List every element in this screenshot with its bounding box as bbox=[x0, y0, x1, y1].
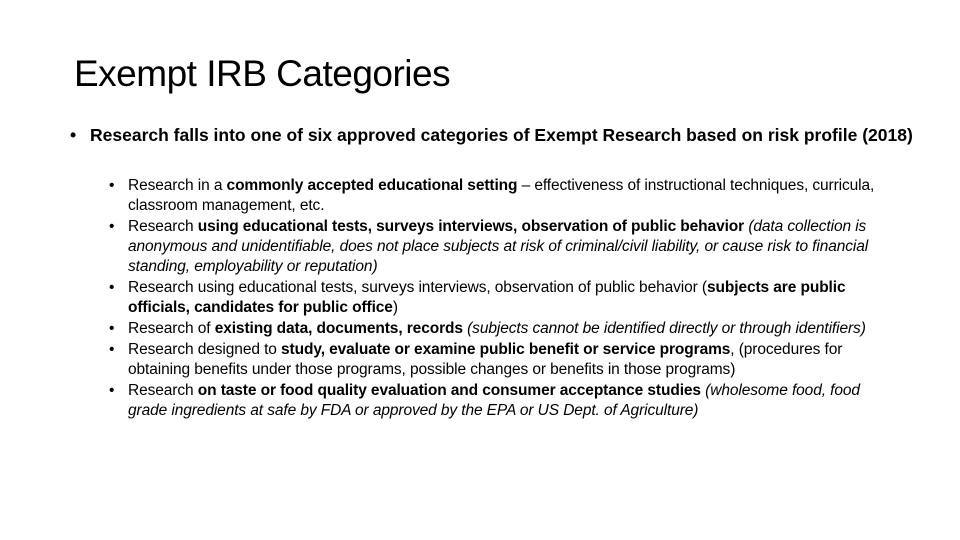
category-item-3 bbox=[108, 278, 898, 318]
main-bullet bbox=[70, 125, 920, 145]
bullet-marker: • bbox=[109, 382, 115, 399]
category-item-2 bbox=[108, 217, 898, 277]
item-emphasis: using educational tests, surveys interviews, observation of public behavior bbox=[197, 218, 745, 235]
slide-title: Exempt IRB Categories bbox=[74, 53, 451, 94]
item-emphasis: existing data, documents, records bbox=[214, 320, 463, 337]
category-item-5 bbox=[108, 340, 898, 380]
category-list bbox=[108, 176, 898, 422]
category-item-1 bbox=[108, 176, 898, 216]
item-emphasis: commonly accepted educational setting bbox=[226, 177, 518, 194]
item-emphasis: study, evaluate or examine public benefit or service programs bbox=[281, 341, 731, 358]
item-note: (data collection is anonymous and unidentifiable, does not place subjects at risk of criminal/civil liability, or cause risk to financial standing, employability or reputation) bbox=[128, 218, 869, 275]
item-text: ) bbox=[392, 299, 398, 316]
bullet-marker: • bbox=[109, 177, 115, 194]
item-note: (subjects cannot be identified directly or through identifiers) bbox=[467, 320, 866, 337]
item-text: Research bbox=[128, 218, 198, 235]
item-emphasis: on taste or food quality evaluation and consumer acceptance studies bbox=[197, 382, 701, 399]
item-text: Research of bbox=[128, 320, 215, 337]
item-text: Research using educational tests, surveys interviews, observation of public behavior ( bbox=[128, 279, 707, 296]
item-text: – effectiveness of instructional techniques, curricula, classroom management, etc. bbox=[128, 177, 875, 214]
main-bullet-text: Research falls into one of six approved categories of Exempt Research based on risk profile (2018) bbox=[90, 125, 913, 145]
bullet-marker: • bbox=[70, 125, 77, 145]
bullet-marker: • bbox=[109, 279, 115, 296]
item-emphasis: subjects are public officials, candidates for public office bbox=[128, 279, 846, 316]
item-text: Research bbox=[128, 382, 198, 399]
category-item-6 bbox=[108, 381, 898, 421]
category-item-4 bbox=[108, 319, 898, 339]
item-text: Research designed to bbox=[128, 341, 281, 358]
bullet-marker: • bbox=[109, 320, 115, 337]
item-text: , (procedures for obtaining benefits under those programs, possible changes or benefits in those programs) bbox=[128, 341, 843, 378]
item-text: Research in a bbox=[128, 177, 227, 194]
item-note: (wholesome food, food grade ingredients at safe by FDA or approved by the EPA or US Dept. of Agriculture) bbox=[128, 382, 860, 419]
bullet-marker: • bbox=[109, 218, 115, 235]
bullet-marker: • bbox=[109, 341, 115, 358]
